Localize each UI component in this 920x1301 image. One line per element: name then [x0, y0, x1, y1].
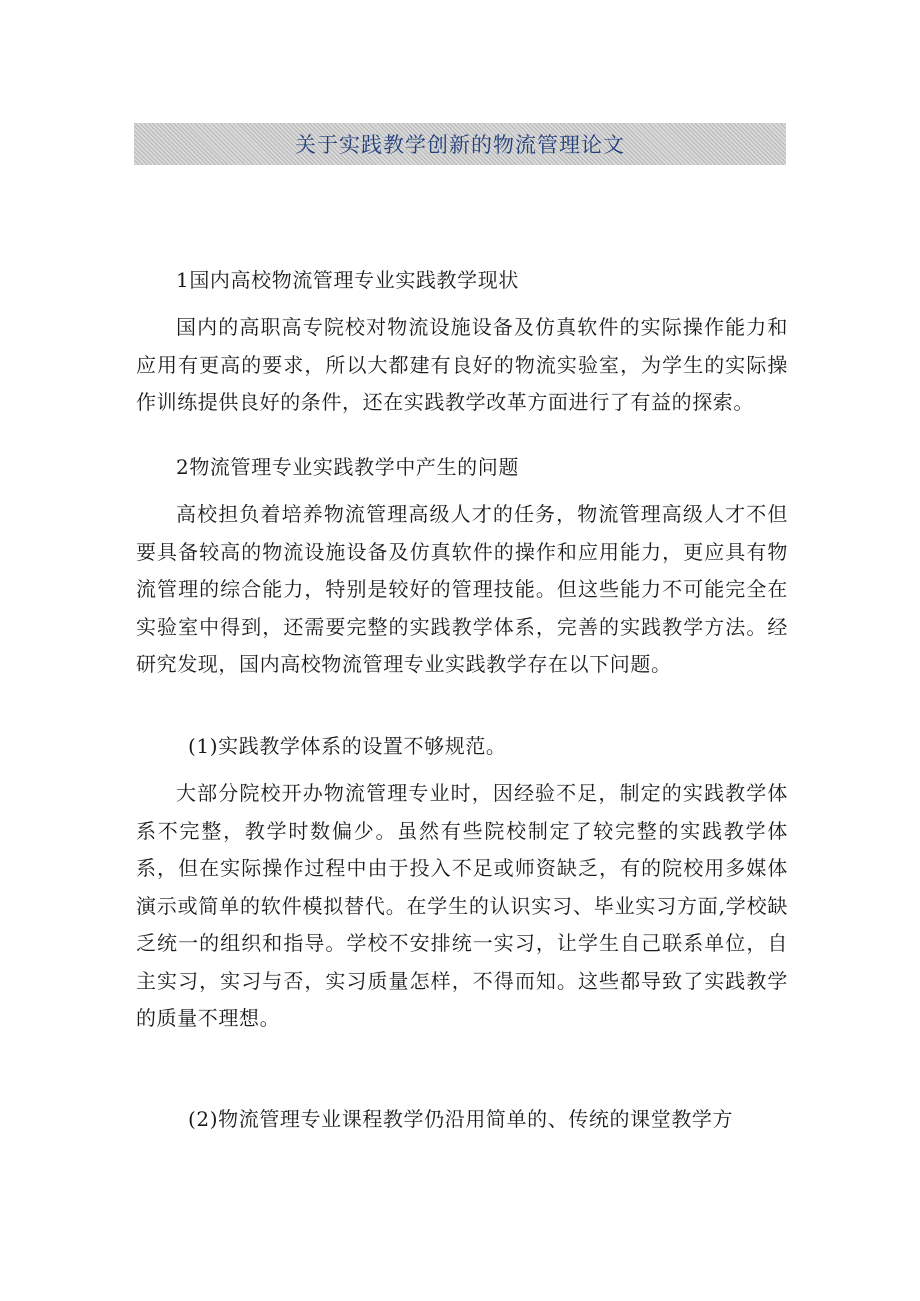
paragraph-3: 大部分院校开办物流管理专业时，因经验不足，制定的实践教学体系不完整，教学时数偏少。虽然有些院校制定了较完整的实践教学体系，但在实际操作过程中由于投入不足或师资缺乏，有的院校用多媒体演示或简单的软件模拟替代。在学生的认识实习、毕业实习方面,学校缺乏统一的组织和指导。学校不安排统一实习，让学生自己联系单位，自主实习，实习与否，实习质量怎样，不得而知。这些都导致了实践教学的质量不理想。 [136, 781, 788, 1030]
subheading-2: (2)物流管理专业课程教学仍沿用简单的、传统的课堂教学方 [188, 1107, 734, 1131]
section-heading-2: 2物流管理专业实践教学中产生的问题 [176, 455, 519, 479]
paragraph-1: 国内的高职高专院校对物流设施设备及仿真软件的实际操作能力和应用有更高的要求，所以大都建有良好的物流实验室，为学生的实际操作训练提供良好的条件，还在实践教学改革方面进行了有益的探索。 [136, 315, 788, 414]
subheading-1: (1)实践教学体系的设置不够规范。 [188, 734, 507, 758]
section-heading-1: 1国内高校物流管理专业实践教学现状 [176, 268, 519, 292]
title-banner [134, 123, 786, 165]
document-title: 关于实践教学创新的物流管理论文 [295, 133, 625, 157]
paragraph-2: 高校担负着培养物流管理高级人才的任务，物流管理高级人才不但要具备较高的物流设施设备及仿真软件的操作和应用能力，更应具有物流管理的综合能力，特别是较好的管理技能。但这些能力不可能完全在实验室中得到，还需要完整的实践教学体系，完善的实践教学方法。经研究发现，国内高校物流管理专业实践教学存在以下问题。 [136, 502, 788, 676]
